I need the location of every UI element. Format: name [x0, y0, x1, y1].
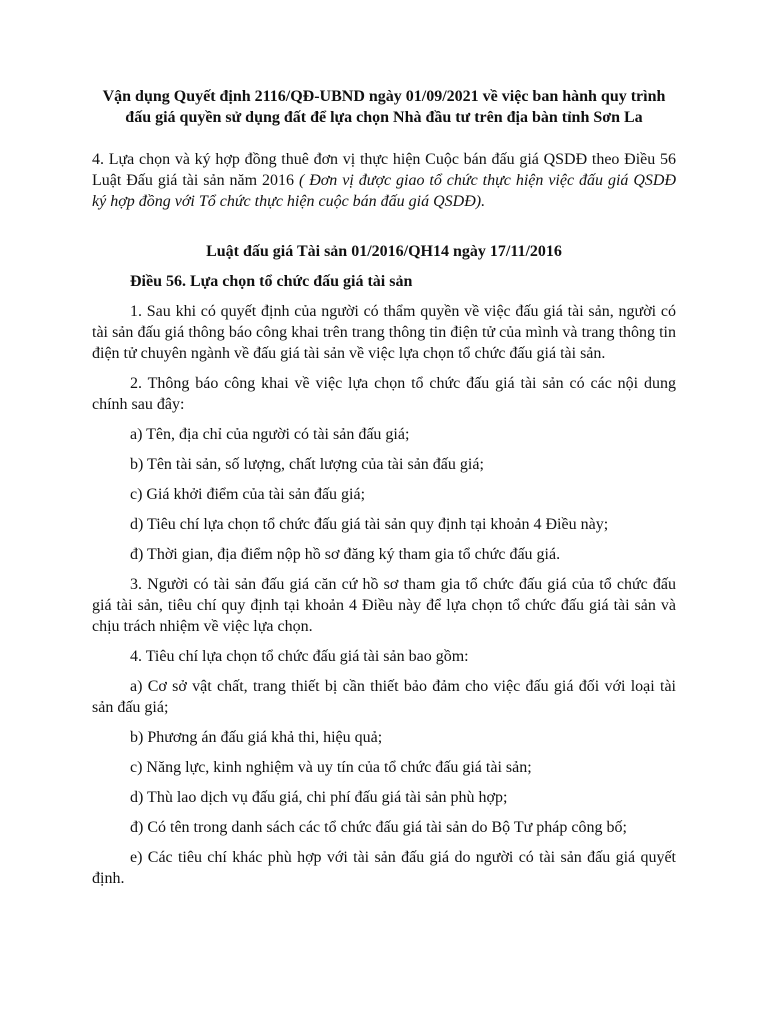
paragraph-3: 3. Người có tài sản đấu giá căn cứ hồ sơ tham gia tổ chức đấu giá của tổ chức đấu giá tài sản, tiêu chí quy định tại khoản 4 Điều này để lựa chọn tổ chức đấu giá tài sản và chịu trách nhiệm về việc lựa chọn. — [92, 576, 676, 635]
list-item-4a: a) Cơ sở vật chất, trang thiết bị cần thiết bảo đảm cho việc đấu giá đối với loại tài sản đấu giá; — [92, 678, 676, 716]
list-item-2a: a) Tên, địa chỉ của người có tài sản đấu giá; — [130, 426, 410, 443]
paragraph-2: 2. Thông báo công khai về việc lựa chọn tổ chức đấu giá tài sản có các nội dung chính sau đây: — [92, 375, 676, 413]
intro-text: 4. Lựa chọn và ký hợp đồng thuê đơn vị thực hiện Cuộc bán đấu giá QSDĐ theo Điều 56 Luật Đấu giá tài sản năm 2016 — [92, 151, 676, 189]
article-title: Điều 56. Lựa chọn tổ chức đấu giá tài sản — [130, 273, 413, 290]
list-item-4d: d) Thù lao dịch vụ đấu giá, chi phí đấu giá tài sản phù hợp; — [130, 789, 508, 806]
intro-italic-note: ( Đơn vị được giao tổ chức thực hiện việc đấu giá QSDĐ ký hợp đồng với Tổ chức thực hiện cuộc bán đấu giá QSDĐ). — [92, 172, 676, 210]
list-item-4e: e) Các tiêu chí khác phù hợp với tài sản đấu giá do người có tài sản đấu giá quyết định. — [92, 849, 676, 887]
list-item-4c: c) Năng lực, kinh nghiệm và uy tín của tổ chức đấu giá tài sản; — [130, 759, 532, 776]
list-item-2b: b) Tên tài sản, số lượng, chất lượng của tài sản đấu giá; — [130, 456, 484, 473]
list-item-2c: c) Giá khởi điểm của tài sản đấu giá; — [130, 486, 366, 503]
intro-paragraph — [92, 149, 676, 212]
list-item-4dd: đ) Có tên trong danh sách các tổ chức đấu giá tài sản do Bộ Tư pháp công bố; — [130, 819, 627, 836]
document-title: Vận dụng Quyết định 2116/QĐ-UBND ngày 01/09/2021 về việc ban hành quy trình đấu giá quyền sử dụng đất để lựa chọn Nhà đầu tư trên địa bàn tỉnh Sơn La — [102, 88, 666, 126]
paragraph-4: 4. Tiêu chí lựa chọn tổ chức đấu giá tài sản bao gồm: — [130, 648, 469, 665]
list-item-4b: b) Phương án đấu giá khả thi, hiệu quả; — [130, 729, 383, 746]
paragraph-1: 1. Sau khi có quyết định của người có thẩm quyền về việc đấu giá tài sản, người có tài sản đấu giá thông báo công khai trên trang thông tin điện tử của mình và trang thông tin điện tử chuyên ngành về đấu giá tài sản về việc lựa chọn tổ chức đấu giá tài sản. — [92, 303, 676, 362]
list-item-2d: d) Tiêu chí lựa chọn tổ chức đấu giá tài sản quy định tại khoản 4 Điều này; — [130, 516, 609, 533]
document-page — [92, 86, 676, 889]
list-item-2dd: đ) Thời gian, địa điểm nộp hồ sơ đăng ký tham gia tổ chức đấu giá. — [130, 546, 561, 563]
law-title: Luật đấu giá Tài sản 01/2016/QH14 ngày 17/11/2016 — [206, 243, 562, 260]
